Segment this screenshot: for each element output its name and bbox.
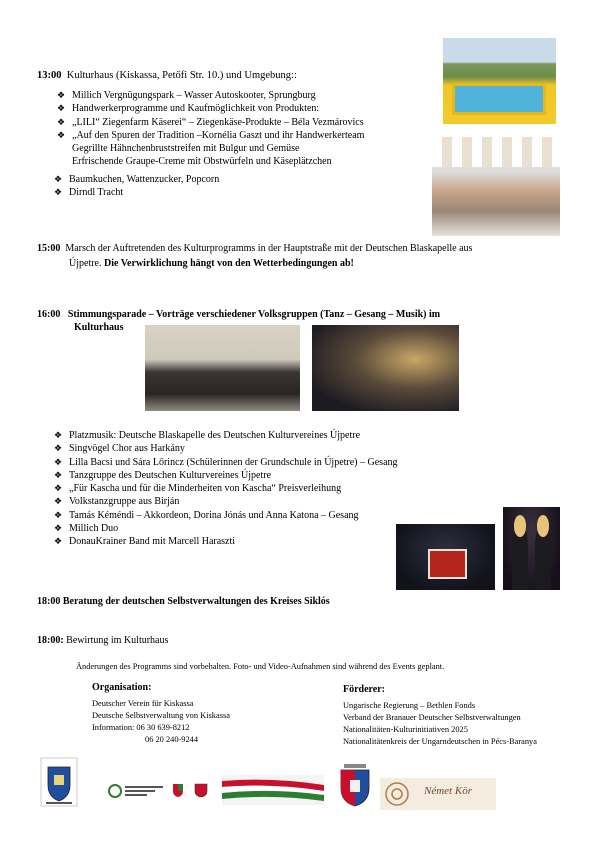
bullet-icon: ❖ — [57, 103, 66, 114]
section-1500: 15:00 Marsch der Auftretenden des Kulturprogramms in der Hauptstraße mit der Deutschen Blaskapelle aus Újpetre. Die Verwirklichung hängt von den Wetterbedingungen ab! — [37, 243, 473, 269]
list-item: ❖ „Für Kascha und für die Minderheiten von Kascha“ Preisverleihung — [54, 483, 342, 495]
list-item: ❖ Baumkuchen, Wattenzucker, Popcorn — [54, 174, 220, 185]
item-detail-line: Erfrischende Graupe-Creme mit Obstwürfeln und Käseplätzchen — [72, 156, 332, 168]
organisation-block: Organisation: Deutscher Verein für Kiskassa Deutsche Selbstverwaltung von Kiskassa Information: 06 30 639-8212 06 20 240-9244 — [92, 682, 230, 744]
organisation-heading: Organisation: — [92, 682, 152, 693]
section-1800-meeting: 18:00 Beratung der deutschen Selbstverwaltungen des Kreises Siklós — [37, 596, 330, 607]
sponsors-heading: Förderer: — [343, 684, 386, 695]
list-item: ❖ Platzmusik: Deutsche Blaskapelle des Deutschen Kulturvereines Újpetre — [54, 430, 361, 441]
bullet-icon: ❖ — [54, 483, 63, 494]
market-stall-photo — [432, 137, 560, 236]
bullet-icon: ❖ — [54, 174, 63, 184]
bullet-icon: ❖ — [57, 90, 66, 100]
list-item: ❖ DonauKrainer Band mit Marcell Haraszti — [54, 536, 236, 548]
singer-duo-photo — [503, 507, 560, 590]
list-item: ❖ „LILI“ Ziegenfarm Käserei“ – Ziegenkäse-Produkte – Béla Vezmárovics — [57, 116, 364, 128]
list-item: ❖ Millich Vergnügungspark – Wasser Autoskooter, Sprungburg — [57, 90, 316, 101]
list-item: ❖ Dirndl Tracht — [54, 187, 124, 199]
list-item: ❖ Handwerkerprogramme und Kaufmöglichkeit von Produkten: — [57, 103, 320, 115]
bullet-icon: ❖ — [54, 496, 63, 507]
list-item: ❖ Millich Duo — [54, 523, 119, 535]
list-item: ❖ Tanzgruppe des Deutschen Kulturvereines Újpetre — [54, 469, 272, 481]
time-1800: 18:00: — [37, 635, 64, 646]
hungarian-coat-small-logo — [172, 782, 184, 798]
weather-notice: Die Verwirklichung hängt von den Wetterbedingungen ab! — [104, 257, 354, 269]
hungarian-flag-ribbon-logo — [222, 775, 324, 805]
section-1600-heading: 16:00 Stimmungsparade – Vorträge verschiedener Volksgruppen (Tanz – Gesang – Musik) im — [37, 309, 441, 320]
folk-dancers-photo — [145, 325, 300, 411]
branau-coat-of-arms-logo — [338, 764, 372, 808]
bullet-icon: ❖ — [54, 509, 63, 520]
program-notice: Änderungen des Programms sind vorbehalten. Foto- und Video-Aufnahmen sind während des Events geplant. — [76, 662, 445, 671]
bullet-icon: ❖ — [54, 536, 63, 547]
water-park-photo — [443, 38, 556, 124]
nemet-kor-label: Német Kör — [424, 785, 472, 797]
list-item: ❖ Tamás Kéméndi – Akkordeon, Dorina Jónás und Anna Katona – Gesang — [54, 509, 359, 521]
band-photo — [312, 325, 459, 411]
phone-2: 06 20 240-9244 — [145, 734, 199, 744]
bullet-icon: ❖ — [54, 443, 63, 454]
section-1300-title: Kulturhaus (Kiskassa, Petőfi Str. 10.) und Umgebung:: — [66, 70, 297, 81]
bullet-icon: ❖ — [54, 430, 63, 440]
item-detail-line: Gegrillte Hähnchenbruststreifen mit Bulgur und Gemüse — [72, 143, 300, 155]
bullet-icon: ❖ — [54, 456, 63, 467]
phone-1: Information: 06 30 639-8212 — [92, 722, 190, 732]
government-coat-logo — [194, 782, 208, 798]
bullet-icon: ❖ — [54, 469, 63, 480]
list-item: ❖ Singvögel Chor aus Harkány — [54, 443, 185, 455]
list-item: ❖ „Auf den Spuren der Tradition –Kornélia Gaszt und ihr Handwerkerteam Gegrillte Hähnchenbruststreifen mit Bulgur und Gemüse Erfrischende Graupe-Creme mit Obstwürfeln und Käseplätzchen — [57, 129, 365, 168]
section-1600-list — [54, 429, 398, 549]
time-1300: 13:00 — [37, 70, 62, 81]
sponsors-block: Förderer: Ungarische Regierung – Bethlen Fonds Verband der Branauer Deutscher Selbstverwaltungen Nationalitäten-Kulturinitiativen 2025 Nationalitätenkreis der Ungarndeutschen in Pécs-Baranya — [343, 684, 537, 746]
kiskassa-coat-of-arms-logo — [40, 757, 78, 807]
nemet-kor-logo — [380, 778, 496, 810]
section-1300-list — [57, 89, 364, 169]
section-1300-list-b — [54, 173, 219, 200]
time-1500: 15:00 — [37, 243, 61, 254]
bethlen-fund-logo — [107, 783, 167, 799]
time-1600: 16:00 — [37, 309, 61, 320]
section-1800-catering: 18:00: Bewirtung im Kulturhaus — [37, 635, 169, 646]
bullet-icon: ❖ — [54, 187, 63, 198]
nemet-kor-ornament-icon — [384, 781, 410, 807]
section-1300-heading — [37, 69, 297, 82]
accordion-player-photo — [396, 524, 495, 590]
bullet-icon: ❖ — [57, 116, 66, 127]
section-1500-text: Marsch der Auftretenden des Kulturprogramms in der Hauptstraße mit der Deutschen Blaskapelle aus — [65, 243, 473, 254]
list-item: ❖ Lilla Bacsi und Sára Lőrincz (Schülerinnen der Grundschule in Újpetre) – Gesang — [54, 456, 398, 468]
list-item: ❖ Volkstanzgruppe aus Birján — [54, 496, 180, 508]
section-1600-heading-2: Kulturhaus — [74, 322, 124, 333]
bullet-icon: ❖ — [54, 523, 63, 534]
bullet-icon: ❖ — [57, 129, 66, 140]
